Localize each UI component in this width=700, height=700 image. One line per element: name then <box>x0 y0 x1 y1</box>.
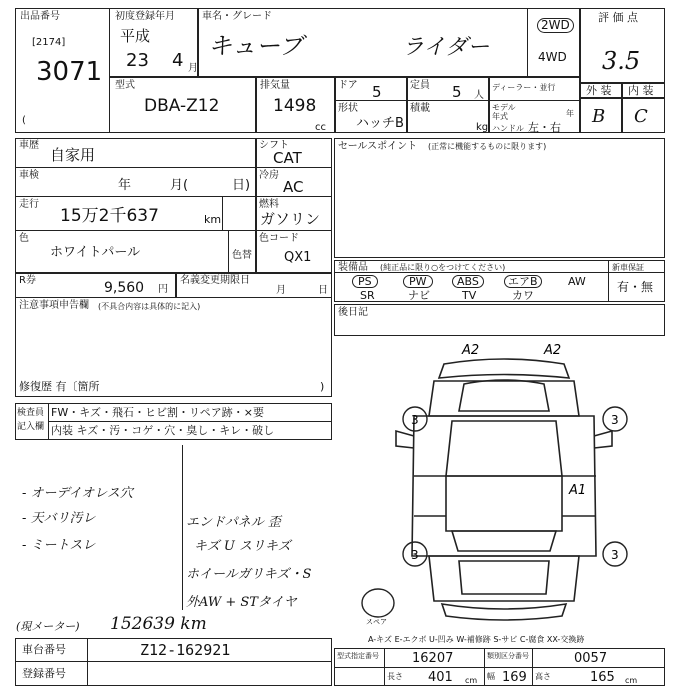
displacement: 1498 <box>273 96 317 116</box>
ext-label: 外 装 <box>586 84 612 97</box>
model-label: 型式 <box>115 80 135 91</box>
ac-label: 冷房 <box>259 170 279 181</box>
drive-4wd: 4WD <box>538 50 567 64</box>
type-no: 16207 <box>412 651 454 666</box>
memo-left-2: - 天バリ汚レ <box>22 511 96 526</box>
inspect-day: 日) <box>232 178 251 193</box>
usage: 自家用 <box>50 146 96 164</box>
km-unit: km <box>204 213 222 226</box>
model-year-label: モデル 年式 <box>492 103 516 121</box>
handle-label: ハンドル <box>492 124 524 133</box>
meigi-month: 月 <box>276 285 286 296</box>
damage-legend: A-キズ E-エクボ U-凹み W-補修跡 S-サビ C-腐食 XX-交換跡 <box>368 635 585 644</box>
type-no-label: 型式指定番号 <box>337 652 379 660</box>
mileage: 15万2千637 <box>60 206 159 226</box>
width-label: 幅 <box>487 672 495 681</box>
spare-wheel <box>362 589 394 617</box>
equip-sub: (純正品に限り○をつけてください) <box>380 263 506 272</box>
wheel-fr-score: 3 <box>611 413 619 427</box>
dealer-label: ディーラー・並行 <box>492 83 556 92</box>
length-label: 長さ <box>387 672 403 681</box>
colorcode-label: 色コード <box>259 233 299 244</box>
fuel: ガソリン <box>260 210 321 228</box>
handle: 左・右 <box>528 121 561 134</box>
door-label: ドア <box>338 80 358 91</box>
cap-label: 定員 <box>410 80 430 91</box>
reg-year: 23 <box>126 50 149 71</box>
doors: 5 <box>372 83 382 101</box>
disp-label: 排気量 <box>260 80 290 91</box>
year-unit: 年 <box>566 109 574 118</box>
meter-value: 152639 km <box>110 614 207 634</box>
score-value: 3.5 <box>602 47 641 75</box>
wheel-rr-score: 3 <box>611 548 619 562</box>
equip-ps: PS <box>352 275 378 288</box>
length-unit: cm <box>465 676 478 685</box>
mark-front-left: A2 <box>462 343 480 358</box>
wheel-marks <box>403 407 627 566</box>
capacity: 5 <box>452 83 462 101</box>
equip-tv: TV <box>462 289 477 302</box>
reg-month-unit: 月 <box>188 63 198 74</box>
meigi-day: 日 <box>318 285 328 296</box>
class-no: 0057 <box>574 651 608 666</box>
width: 169 <box>502 670 527 685</box>
load-label: 積載 <box>410 103 430 114</box>
lot-paren: ( <box>22 115 26 126</box>
colorcode: QX1 <box>284 250 312 265</box>
model-value: DBA-Z12 <box>144 96 220 116</box>
recolor-label: 色替 <box>232 250 252 261</box>
shape-label: 形状 <box>338 103 358 114</box>
shift-label: シフト <box>259 140 289 151</box>
car-damage-diagram <box>334 336 665 632</box>
spare-label: スペア <box>366 618 387 626</box>
length: 401 <box>428 670 453 685</box>
height-unit: cm <box>625 676 638 685</box>
mark-side-right: A1 <box>569 483 587 498</box>
memo-left-1: - オーデイオレス穴 <box>22 486 133 501</box>
inspector-row-2: 内装 キズ・汚・コゲ・穴・臭し・キレ・破し <box>51 424 275 437</box>
ac: AC <box>283 178 304 196</box>
wheel-rl-score: 3 <box>411 548 419 562</box>
int-grade: C <box>634 106 648 127</box>
sales-box <box>334 138 665 258</box>
mark-front-right: A2 <box>544 343 562 358</box>
car-name: キューブ <box>208 32 303 60</box>
repair-close: ) <box>320 380 325 393</box>
sales-sub: (正常に機能するものに限ります) <box>428 142 547 151</box>
rear-label: 後日記 <box>338 307 368 318</box>
reg-label: 初度登録年月 <box>115 11 175 22</box>
name-label: 車名・グレード <box>202 11 272 22</box>
height: 165 <box>590 670 615 685</box>
fuel-label: 燃料 <box>259 199 279 210</box>
new-warranty-value: 有・無 <box>617 280 654 294</box>
lot-code: [2174] <box>32 37 66 48</box>
mileage-label: 走行 <box>19 199 39 210</box>
equip-pw: PW <box>403 275 433 288</box>
equip-aw: AW <box>568 275 586 288</box>
notes-label: 注意事項申告欄 <box>19 300 89 311</box>
sales-label: セールスポイント <box>338 141 418 152</box>
reg-number-label: 登録番号 <box>22 667 66 680</box>
class-no-label: 類別区分番号 <box>487 652 529 660</box>
equip-leather: カワ <box>512 289 534 302</box>
equip-sr: SR <box>360 289 375 302</box>
inspector-row-1: FW・キズ・飛石・ヒビ割・リペア跡・×要 <box>51 406 264 419</box>
yen-unit: 円 <box>158 284 168 295</box>
shift: CAT <box>273 149 302 167</box>
equip-abs: ABS <box>452 275 484 288</box>
inspect-year: 年 <box>118 178 132 193</box>
lot-number: 3071 <box>36 57 103 87</box>
tax: 9,560 <box>104 280 145 296</box>
shape: ハッチB <box>356 116 404 131</box>
drive-2wd: 2WD <box>537 18 574 33</box>
car-grade: ライダー <box>402 35 490 60</box>
ext-grade: B <box>592 106 606 127</box>
inspector-label-1: 検査員 <box>17 408 45 418</box>
rear-box <box>334 304 665 336</box>
chassis-number: Z12-162921 <box>140 641 231 659</box>
chassis-label: 車台番号 <box>22 643 66 656</box>
score-label: 評 価 点 <box>598 11 638 24</box>
equip-label: 装備品 <box>338 262 368 273</box>
memo-right-3: ホイールガリキズ・S <box>186 567 312 582</box>
equip-navi: ナビ <box>408 289 430 302</box>
memo-right-4: 外AW + STタイヤ <box>186 595 297 610</box>
memo-left-3: - ミートスレ <box>22 538 96 553</box>
equip-airbag: エアB <box>504 275 542 288</box>
usage-label: 車歴 <box>19 140 39 151</box>
inspector-label-2: 記入欄 <box>17 422 45 432</box>
memo-divider <box>182 445 183 610</box>
color-label: 色 <box>19 233 29 244</box>
meter-label: (現メーター) <box>16 620 80 633</box>
inspect-label: 車検 <box>19 170 39 181</box>
lot-label: 出品番号 <box>20 11 60 22</box>
int-label: 内 装 <box>628 84 654 97</box>
color: ホワイトパール <box>50 245 141 260</box>
repair-label: 修復歴 有〔箇所 <box>19 380 100 393</box>
tax-label: R券 <box>19 275 36 286</box>
inspect-month: 月( <box>170 178 189 193</box>
height-label: 高さ <box>535 672 551 681</box>
cc-unit: cc <box>315 122 326 133</box>
new-warranty-label: 新車保証 <box>612 263 644 272</box>
kg-unit: kg <box>476 122 489 133</box>
memo-right-2: キズ U スリキズ <box>194 539 291 554</box>
reg-month: 4 <box>172 50 184 71</box>
notes-sub: (不具合内容は具体的に記入) <box>98 302 201 311</box>
reg-era: 平成 <box>120 27 151 45</box>
meigi-label: 名義変更期限日 <box>180 275 250 286</box>
cap-unit: 人 <box>474 90 484 101</box>
memo-right-1: エンドパネル 歪 <box>186 515 281 530</box>
wheel-fl-score: 3 <box>411 413 419 427</box>
